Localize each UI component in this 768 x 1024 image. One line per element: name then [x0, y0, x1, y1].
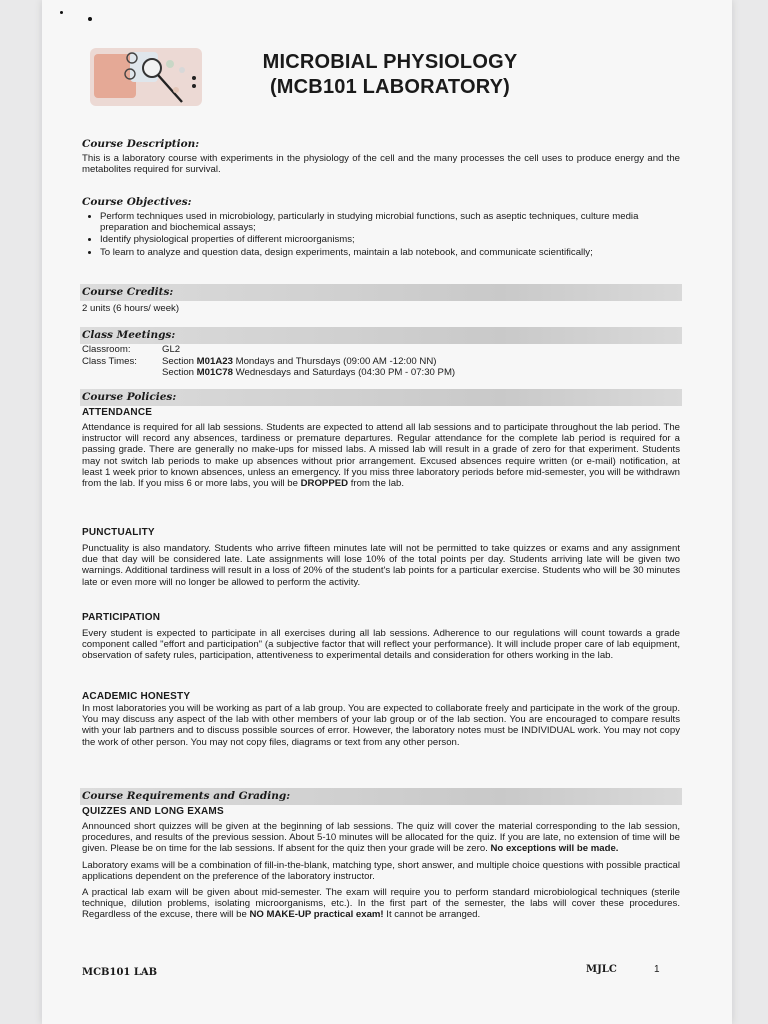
title-line-1: MICROBIAL PHYSIOLOGY — [262, 51, 518, 73]
practical-exam-body: A practical lab exam will be given about mid-semester. The exam will require you to perform standard microbiological techniques (sterile technique, dilution problems, isolating microorganisms, etc.). In the first part of the semester, the labs will cover these procedures. Regardless of the excuse, there will be — [82, 887, 680, 921]
lab-exams-text: Laboratory exams will be a combination of fill-in-the-blank, matching type, short answer, and multiple choice questions with possible practical applications dependent on the preference of the laboratory instructor. — [82, 859, 680, 882]
attendance-end: from the lab. — [348, 478, 405, 490]
class-times-row-1 — [82, 356, 680, 368]
document-title — [210, 50, 570, 100]
course-requirements-heading: Course Requirements and Grading: — [80, 788, 682, 805]
course-requirements-section — [82, 788, 680, 921]
course-objectives-heading: Course Objectives: — [82, 196, 192, 208]
class-times-label: Class Times: — [82, 355, 137, 367]
section-2-prefix: Section — [162, 367, 197, 378]
classroom-label: Classroom: — [82, 344, 131, 355]
attendance-body: Attendance is required for all lab sessions. Students are expected to attend all lab sessions and to participate throughout the lab period. The instructor will record any absences, tardiness or premature departures. Regular attendance for the complete lab period is required for a passing grade. There are generally no make-ups for missed labs. A missed lab will result in a grade of zero for that experiment. Students may not switch lab periods to make up absences without prior arrangement. Excused absences require written (or e-mail) notification, at least 1 week prior to known absences, unless an emergency. If you miss three laboratory periods before mid-semester, you will be withdrawn from the lab. If you miss 6 or more labs, you will be — [82, 422, 680, 490]
section-1-prefix: Section — [162, 355, 197, 367]
participation-section — [82, 612, 680, 662]
participation-text: Every student is expected to participate in all exercises during all lab sessions. Adherence to our regulations will count towards a grade component called "effort and participation" (a subjective factor that will reflect your performance). It will include proper care of lab equipment, observation of safety rules, participation, attentiveness to experimental details and consideration for others working in the lab. — [82, 628, 680, 662]
course-credits-section — [82, 284, 680, 314]
objective-item: • Identify physiological properties of different microorganisms; — [100, 234, 680, 245]
quiz-policy-body: Announced short quizzes will be given at the beginning of lab sessions. The quiz will cover the material corresponding to the lab session, procedures, and results of the previous session. About 5-10 minutes will be allocated for the quiz. If you are late, no extension of time will be given. Please be on time for the lab sessions. If absent for the quiz then your grade will be zero. — [82, 821, 680, 855]
quiz-policy-text — [82, 821, 680, 855]
objective-item: • Perform techniques used in microbiology, particularly in studying microbial functions, such as aseptic techniques, culture media preparation and biochemical assays; — [100, 211, 680, 233]
scan-speck — [60, 11, 63, 14]
practical-exam-end: It cannot be arranged. — [383, 909, 481, 921]
participation-title: PARTICIPATION — [82, 612, 161, 623]
class-meetings-section — [82, 327, 680, 379]
scan-speck — [88, 17, 92, 21]
section-2-code: M01C78 — [196, 367, 233, 378]
footer-initials: MJLC — [586, 964, 617, 975]
quizzes-title: QUIZZES AND LONG EXAMS — [82, 806, 224, 817]
course-policies-section — [82, 389, 680, 489]
course-objectives-section — [82, 195, 680, 259]
punctuality-section — [82, 527, 680, 588]
classroom-row — [82, 344, 680, 356]
page-number: 1 — [654, 964, 660, 975]
section-1-text: Mondays and Thursdays (09:00 AM -12:00 NN) — [232, 355, 437, 367]
academic-honesty-title: ACADEMIC HONESTY — [82, 691, 191, 702]
objectives-list — [82, 211, 680, 258]
quiz-no-exceptions: No exceptions will be made. — [490, 843, 619, 855]
no-makeup-notice: NO MAKE-UP practical exam! — [249, 909, 384, 921]
attendance-text — [82, 422, 680, 489]
academic-honesty-text: In most laboratories you will be working as part of a lab group. You are expected to collaborate freely and participate in the work of the group. You may discuss any aspect of the lab with other members of your lab group or of the lab section. You are encouraged to compare results with your lab partners and to discuss possible sources of error. However, the laboratory notes must be INDIVIDUAL work. You may not copy the work of other person. You may not copy files, diagrams or text from any other person. — [82, 703, 680, 748]
title-line-2: (MCB101 LABORATORY) — [269, 76, 511, 98]
microscope-logo — [90, 44, 202, 110]
punctuality-text: Punctuality is also mandatory. Students who arrive fifteen minutes late will not be permitted to take quizzes or exams and any assignment due that day will be considered late. Late assignments will lose 10% of the total points per day. Students arriving late will be given two warnings. Additional tardiness will result in a loss of 20% of the student's lab points for a particular exercise. Students who will be 30 minutes late or even more will no longer be allowed to perform the activity. — [82, 543, 680, 588]
course-credits-text: 2 units (6 hours/ week) — [82, 303, 180, 314]
academic-honesty-section — [82, 691, 680, 748]
course-policies-heading: Course Policies: — [80, 389, 682, 406]
section-2-schedule — [162, 367, 455, 379]
course-credits-heading: Course Credits: — [80, 284, 682, 301]
objective-item: • To learn to analyze and question data, design experiments, maintain a lab notebook, and communicate scientifically; — [100, 247, 680, 258]
class-meetings-heading: Class Meetings: — [80, 327, 682, 344]
footer-course-label: MCB101 LAB — [82, 967, 158, 978]
practical-exam-text — [82, 887, 680, 921]
class-times-row-2 — [82, 367, 680, 379]
punctuality-title: PUNCTUALITY — [82, 527, 155, 538]
course-description-text: This is a laboratory course with experiments in the physiology of the cell and the many processes the cell uses to produce energy and the metabolites required for survival. — [82, 153, 680, 176]
course-description-heading: Course Description: — [82, 138, 200, 150]
attendance-dropped: DROPPED — [300, 478, 349, 490]
section-1-code: M01A23 — [196, 355, 233, 367]
course-description-section — [82, 137, 680, 175]
section-2-text: Wednesdays and Saturdays (04:30 PM - 07:30 PM) — [232, 367, 456, 378]
section-1-schedule — [162, 356, 436, 368]
attendance-title: ATTENDANCE — [82, 407, 153, 418]
classroom-value: GL2 — [162, 344, 181, 355]
